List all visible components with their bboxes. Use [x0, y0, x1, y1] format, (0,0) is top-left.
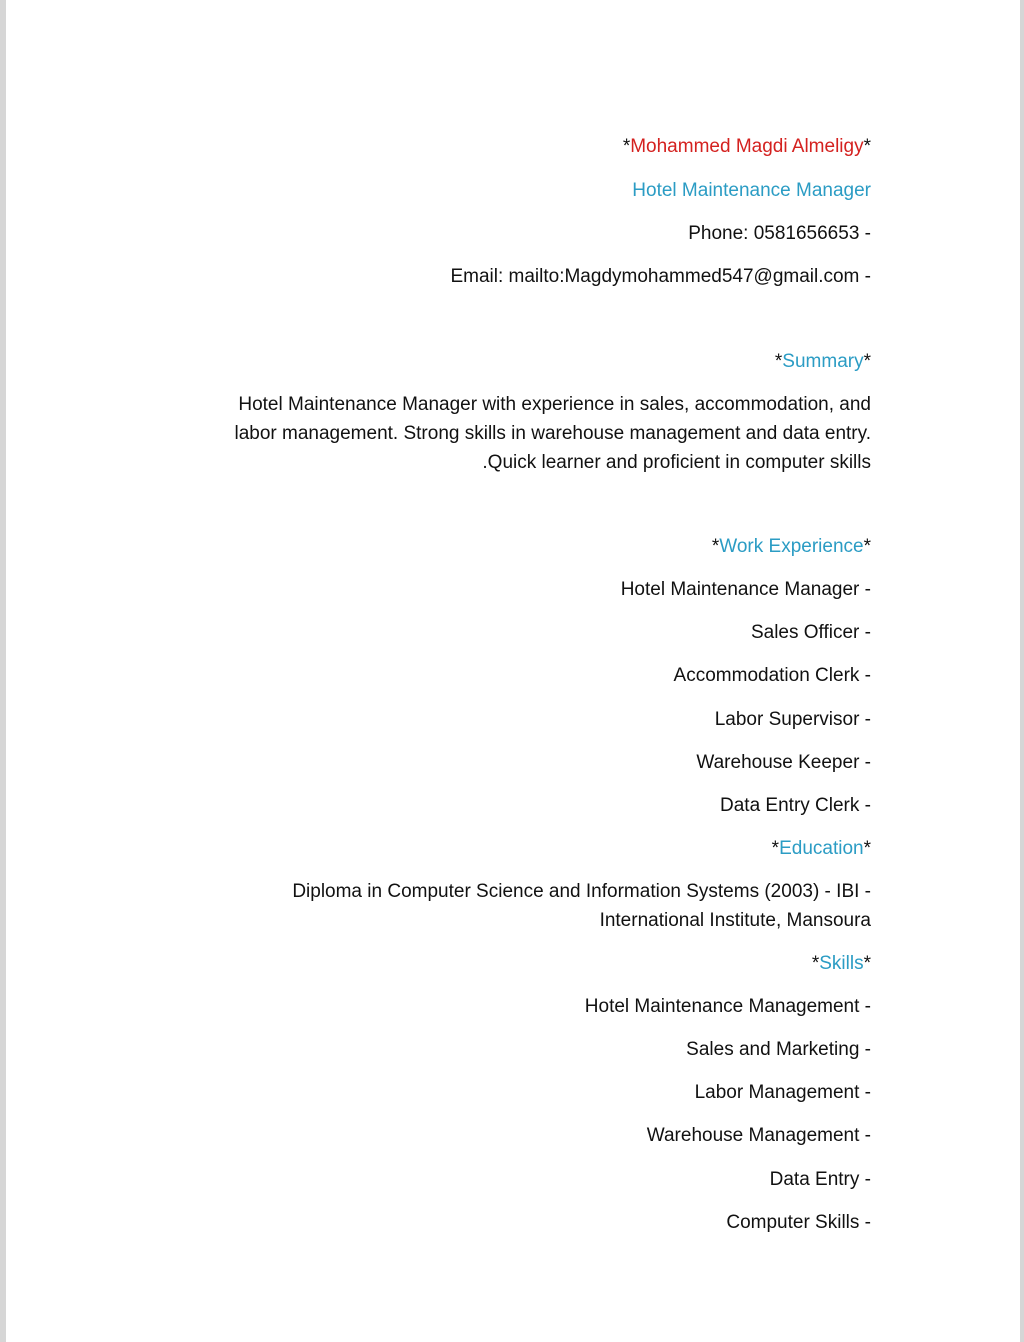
- summary-line-3: .Quick learner and proficient in computer skills: [482, 452, 871, 473]
- skills-heading-text: Skills: [819, 953, 864, 974]
- work-item: Warehouse Keeper -: [696, 752, 871, 773]
- work-item: Data Entry Clerk -: [720, 795, 871, 816]
- summary-heading: *Summary*: [774, 351, 871, 372]
- summary-line-2: labor management. Strong skills in warehouse management and data entry.: [234, 423, 871, 444]
- work-item: Labor Supervisor -: [714, 709, 871, 730]
- education-line-1: Diploma in Computer Science and Information Systems (2003) - IBI -: [292, 881, 871, 902]
- summary-paragraph: [201, 390, 871, 477]
- email-line[interactable]: Email: mailto:Magdymohammed547@gmail.com -: [450, 266, 871, 287]
- phone-line: Phone: 0581656653 -: [688, 223, 871, 244]
- skill-item: Data Entry -: [769, 1169, 871, 1190]
- education-entry: [201, 877, 871, 935]
- summary-heading-text: Summary: [782, 351, 864, 372]
- work-item: Sales Officer -: [750, 622, 871, 643]
- education-heading: *Education*: [771, 838, 871, 859]
- education-heading-text: Education: [779, 838, 864, 859]
- work-experience-heading-text: Work Experience: [719, 536, 864, 557]
- skill-item: Warehouse Management -: [646, 1125, 871, 1146]
- skill-item: Labor Management -: [694, 1082, 871, 1103]
- name-text: Mohammed Magdi Almeligy: [630, 136, 864, 157]
- skills-heading: *Skills*: [811, 953, 871, 974]
- skill-item: Computer Skills -: [726, 1212, 871, 1233]
- summary-line-1: Hotel Maintenance Manager with experience in sales, accommodation, and: [238, 394, 871, 415]
- work-experience-heading: *Work Experience*: [711, 536, 871, 557]
- resume-page: [6, 0, 1020, 1342]
- work-item: Accommodation Clerk -: [673, 665, 871, 686]
- skill-item: Sales and Marketing -: [686, 1039, 871, 1060]
- work-item: Hotel Maintenance Manager -: [620, 579, 871, 600]
- candidate-name: *Mohammed Magdi Almeligy*: [622, 136, 871, 157]
- job-title: Hotel Maintenance Manager: [632, 180, 871, 201]
- education-line-2: International Institute, Mansoura: [599, 910, 871, 931]
- skill-item: Hotel Maintenance Management -: [584, 996, 871, 1017]
